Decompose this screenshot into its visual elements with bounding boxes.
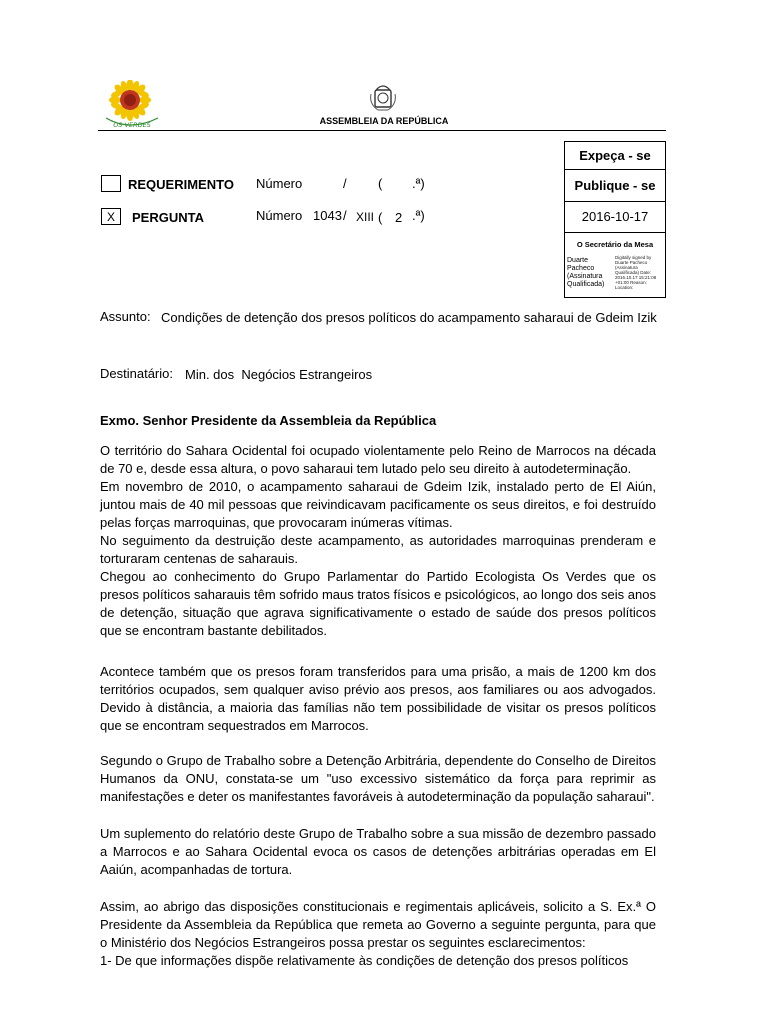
body-paragraph-3: No seguimento da destruição deste acampamento, as autoridades marroquinas prenderam e torturaram centenas de saharauis. — [100, 533, 656, 566]
pergunta-numero-label: Número — [256, 208, 303, 223]
body-block-2 — [100, 898, 656, 970]
requerimento-checkbox[interactable] — [101, 175, 121, 192]
requerimento-slash: / — [343, 176, 347, 191]
signer-name: Duarte Pacheco (Assinatura Qualificada) — [567, 257, 605, 288]
date-box: 2016-10-17 — [564, 201, 666, 233]
destinatario-label: Destinatário: — [100, 366, 173, 381]
body-paragraph-4: Chegou ao conhecimento do Grupo Parlamentar do Partido Ecologista Os Verdes que os presos políticos saharauis têm sofrido maus tratos físicos e psicológicos, ao longo dos seis anos de detenção, situação que agrava significativamente o estado de saúde dos presos políticos que se encontram bastante debilitados. — [100, 569, 656, 638]
pergunta-slash: / — [343, 208, 347, 223]
body-paragraph-5: Acontece também que os presos foram transferidos para uma prisão, a mais de 1200 km dos territórios ocupados, sem qualquer aviso prévio aos presos, aos familiares ou aos advogados. Devido à distância, a maioria das famílias não tem possibilidade de visitar os presos políticos que se encontram sequestrados em Marrocos. — [100, 664, 656, 733]
requerimento-label: REQUERIMENTO — [128, 177, 234, 192]
assunto-value: Condições de detenção dos presos políticos do acampamento saharaui de Gdeim Izik — [161, 310, 657, 325]
destinatario-value: Min. dos Negócios Estrangeiros — [185, 367, 373, 382]
header-divider — [98, 130, 666, 131]
body-paragraph-7: Um suplemento do relatório deste Grupo de Trabalho sobre a sua missão de dezembro passado a Marrocos e ao Sahara Ocidental evoca os casos de detenções arbitrárias operadas em El Aaiún, acompanhadas de tortura. — [100, 826, 656, 877]
secretario-label: O Secretário da Mesa — [576, 240, 654, 249]
pergunta-paren: ( — [378, 210, 383, 225]
requerimento-paren: ( — [378, 176, 383, 191]
publique-se-box: Publique - se — [564, 169, 666, 202]
body-paragraph-2: Em novembro de 2010, o acampamento saharaui de Gdeim Izik, instalado perto de El Aiún, juntou mais de 40 mil pessoas que reivindicavam pacificamente os seus direitos, e foi destruído pelas forças marroquinas, que provocaram inúmeras vítimas. — [100, 479, 656, 530]
body-paragraph-9: 1- De que informações dispõe relativamente às condições de detenção dos presos políticos — [100, 953, 629, 968]
header-title: ASSEMBLEIA DA REPÚBLICA — [319, 116, 449, 126]
parliament-emblem — [368, 80, 398, 114]
pergunta-session: 2 — [395, 210, 403, 225]
pergunta-checkbox[interactable]: X — [101, 208, 121, 225]
pergunta-number: 1043 — [313, 208, 342, 223]
pergunta-label: PERGUNTA — [132, 210, 204, 225]
secretario-box — [564, 232, 666, 298]
body-paragraph-8: Assim, ao abrigo das disposições constitucionais e regimentais aplicáveis, solicito a S. Ex.ª O Presidente da Assembleia da República que remeta ao Governo a seguinte pergunta, para que o Ministério dos Negócios Estrangeiros possa prestar os seguintes esclarecimentos: — [100, 899, 656, 950]
pergunta-legislature: XIII — [356, 210, 375, 224]
salutation: Exmo. Senhor Presidente da Assembleia da República — [100, 413, 437, 428]
body-paragraph-1: O território do Sahara Ocidental foi ocupado violentamente pelo Reino de Marrocos na década de 70 e, desde essa altura, o povo saharaui tem lutado pelo seu direito à autodeterminação. — [100, 443, 656, 476]
expeca-se-box: Expeça - se — [564, 141, 666, 170]
pergunta-ordinal: .ª) — [412, 208, 425, 223]
signature-stamp: Digitally signed by Duarte Pacheco (Assinatura Qualificada) Date: 2016.10.17 15:21:08 +01:00 Reason: Location: — [615, 255, 657, 290]
requerimento-numero-label: Número — [256, 176, 303, 191]
assunto-label: Assunto: — [100, 309, 151, 324]
body-block-1 — [100, 442, 656, 640]
logo-text: OS VERDES — [113, 121, 151, 129]
os-verdes-logo — [100, 80, 164, 130]
requerimento-ordinal: .ª) — [412, 176, 425, 191]
body-paragraph-6: Segundo o Grupo de Trabalho sobre a Detenção Arbitrária, dependente do Conselho de Direitos Humanos da ONU, constata-se um "uso excessivo sistemático da força para reprimir as manifestações e deter os manifestantes favoráveis à autodeterminação da população saharaui". — [100, 753, 656, 804]
